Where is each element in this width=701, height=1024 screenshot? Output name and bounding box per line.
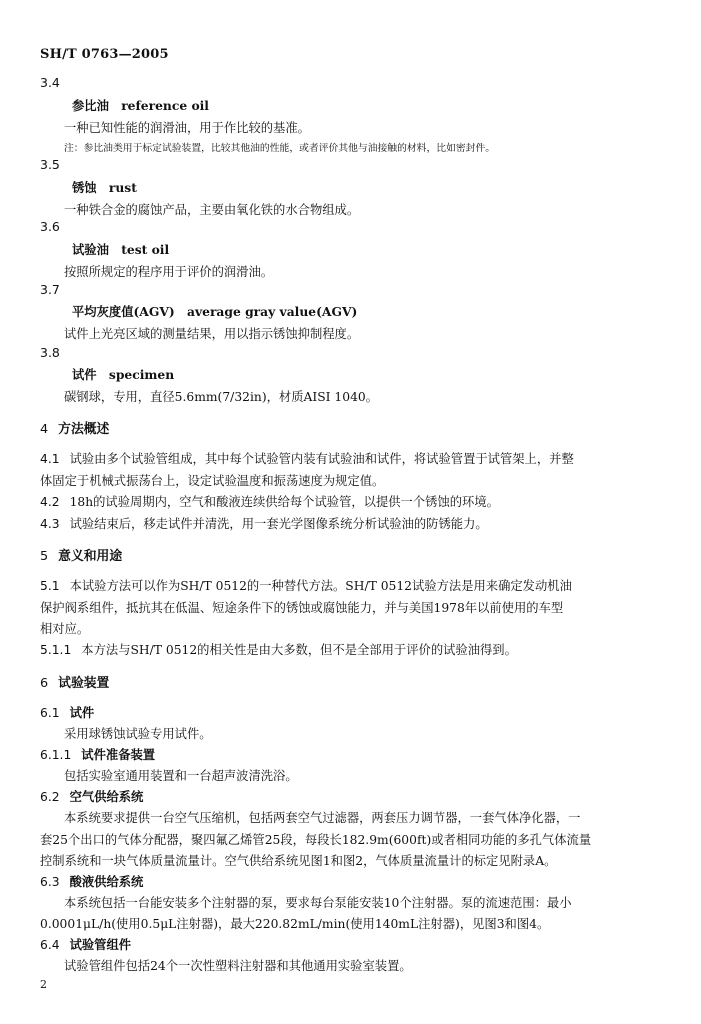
paragraph-continued: 套25个出口的气体分配器，聚四氟乙烯管25段，每段长182.9m(600ft)或者相同功能的多孔气体流量: [40, 833, 592, 847]
paragraph-continued: 体固定于机械式振荡台上，设定试验温度和振荡速度为规定值。: [40, 474, 385, 488]
term-definition: 一种已知性能的润滑油，用于作比较的基准。: [64, 121, 310, 135]
paragraph: 5.1.1 本方法与SH/T 0512的相关性是由大多数，但不是全部用于评价的试验油得到。: [40, 643, 517, 657]
subsection-heading: 6.2 空气供给系统: [40, 789, 144, 804]
paragraph-continued: 保护阀系组件，抵抗其在低温、短途条件下的锈蚀或腐蚀能力，并与美国1978年以前使用的车型: [40, 601, 564, 615]
paragraph: 4.1 试验由多个试验管组成，其中每个试验管内装有试验油和试件，将试验管置于试管架上，并整: [40, 452, 574, 466]
term-definition: 碳钢球，专用，直径5.6mm(7/32in)，材质AISI 1040。: [64, 390, 379, 404]
term-note: 注：参比油类用于标定试验装置，比较其他油的性能，或者评价其他与油接触的材料，比如密封件。: [64, 143, 496, 154]
subsection-heading: 6.1 试件: [40, 705, 95, 720]
paragraph-continued: 相对应。: [40, 622, 90, 636]
paragraph: 本系统要求提供一台空气压缩机，包括两套空气过滤器，两套压力调节器，一套气体净化器，一: [64, 811, 581, 825]
paragraph: 包括实验室通用装置和一台超声波清洗浴。: [64, 769, 298, 783]
clause-number: 3.5: [40, 157, 60, 172]
paragraph-continued: 控制系统和一块气体质量流量计。空气供给系统见图1和图2，气体质量流量计的标定见附录A。: [40, 854, 557, 868]
paragraph: 本系统包括一台能安装多个注射器的泵，要求每台泵能安装10个注射器。泵的流速范围：最小: [64, 896, 572, 910]
term-definition: 试件上光亮区域的测量结果，用以指示锈蚀抑制程度。: [64, 327, 360, 341]
section-heading: 6 试验装置: [40, 676, 110, 691]
paragraph: 4.3 试验结束后，移走试件并清洗，用一套光学图像系统分析试验油的防锈能力。: [40, 517, 488, 531]
term-title: 试验油 test oil: [72, 242, 170, 257]
term-title: 试件 specimen: [72, 367, 175, 382]
paragraph: 4.2 18h的试验周期内，空气和酸液连续供给每个试验管，以提供一个锈蚀的环境。: [40, 495, 499, 509]
term-definition: 一种铁合金的腐蚀产品，主要由氧化铁的水合物组成。: [64, 203, 360, 217]
subsection-heading: 6.3 酸液供给系统: [40, 874, 144, 889]
standard-number: SH/T 0763—2005: [40, 47, 169, 62]
clause-number: 3.4: [40, 75, 60, 90]
paragraph: 5.1 本试验方法可以作为SH/T 0512的一种替代方法。SH/T 0512试验方法是用来确定发动机油: [40, 579, 572, 593]
subsection-heading: 6.1.1 试件准备装置: [40, 747, 156, 762]
clause-number: 3.6: [40, 219, 60, 234]
section-heading: 4 方法概述: [40, 422, 110, 437]
clause-number: 3.8: [40, 345, 60, 360]
subsection-heading: 6.4 试验管组件: [40, 937, 132, 952]
paragraph-continued: 0.0001μL/h(使用0.5μL注射器)，最大220.82mL/min(使用140mL注射器)，见图3和图4。: [40, 917, 550, 931]
clause-number: 3.7: [40, 282, 60, 297]
paragraph: 试验管组件包括24个一次性塑料注射器和其他通用实验室装置。: [64, 959, 412, 973]
term-title: 锈蚀 rust: [72, 180, 137, 195]
term-definition: 按照所规定的程序用于评价的润滑油。: [64, 265, 274, 279]
term-title: 平均灰度值(AGV) average gray value(AGV): [72, 304, 358, 319]
section-heading: 5 意义和用途: [40, 549, 123, 564]
paragraph: 采用球锈蚀试验专用试件。: [64, 727, 212, 741]
page-number: 2: [40, 978, 47, 991]
term-title: 参比油 reference oil: [72, 98, 209, 113]
